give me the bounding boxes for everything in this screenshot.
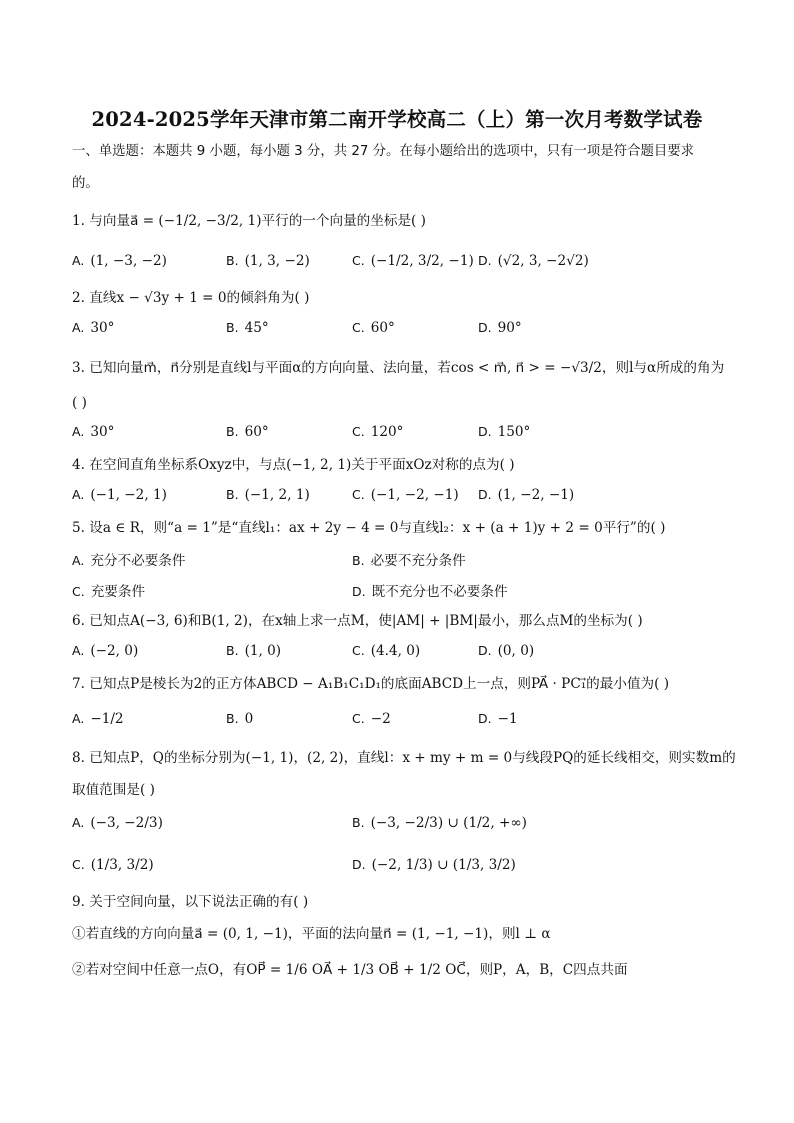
option-b[interactable]: B. (1, 3, −2) <box>226 253 310 269</box>
question-2-options <box>72 320 720 342</box>
option-d[interactable]: D. (√2, 3, −2√2) <box>478 253 589 269</box>
question-3-stem: 3. 已知向量m⃗，n⃗分别是直线l与平面α的方向向量、法向量，若cos < m⃗, n⃗ > = −√3/2，则l与α所成的角为 <box>72 360 725 376</box>
section-intro-line-2: 的。 <box>72 176 99 191</box>
question-1-options <box>72 253 720 275</box>
option-a[interactable]: A. 30° <box>72 424 115 440</box>
option-c[interactable]: C. 60° <box>352 320 395 336</box>
option-d[interactable]: D. (1, −2, −1) <box>478 487 575 503</box>
question-1-stem: 1. 与向量a⃗ = (−1/2, −3/2, 1)平行的一个向量的坐标是( ) <box>72 213 426 229</box>
question-7-options <box>72 711 720 733</box>
question-4-stem: 4. 在空间直角坐标系Oxyz中，与点(−1, 2, 1)关于平面xOz对称的点为( ) <box>72 457 515 473</box>
question-8-stem: 8. 已知点P，Q的坐标分别为(−1, 1)，(2, 2)，直线l：x + my + m = 0与线段PQ的延长线相交，则实数m的 <box>72 750 736 766</box>
question-8-options-row-1 <box>72 815 720 837</box>
option-a[interactable]: A. (−3, −2/3) <box>72 815 163 831</box>
question-8-stem-cont: 取值范围是( ) <box>72 782 155 798</box>
option-b[interactable]: B. (−1, 2, 1) <box>226 487 310 503</box>
option-d[interactable]: D. (−2, 1/3) ∪ (1/3, 3/2) <box>352 857 516 873</box>
option-c[interactable]: C. (−1, −2, −1) <box>352 487 459 503</box>
question-9-item-2: ②若对空间中任意一点O，有OP⃗ = 1/6 OA⃗ + 1/3 OB⃗ + 1/2 OC⃗，则P，A，B，C四点共面 <box>72 962 628 978</box>
option-d[interactable]: D. −1 <box>478 711 518 727</box>
option-d[interactable]: D. 90° <box>478 320 522 336</box>
question-8-options-row-2 <box>72 857 720 879</box>
question-5-options-row-2 <box>72 580 720 602</box>
question-9-stem: 9. 关于空间向量，以下说法正确的有( ) <box>72 894 309 910</box>
option-b[interactable]: B. (1, 0) <box>226 643 282 659</box>
option-c[interactable]: C. −2 <box>352 711 391 727</box>
option-b[interactable]: B. 45° <box>226 320 269 336</box>
question-6-stem: 6. 已知点A(−3, 6)和B(1, 2)，在x轴上求一点M，使|AM| + |BM|最小，那么点M的坐标为( ) <box>72 613 643 629</box>
option-a[interactable]: A. (−2, 0) <box>72 643 139 659</box>
question-3-stem-cont: ( ) <box>72 395 87 411</box>
section-intro-line-1: 一、单选题：本题共 9 小题，每小题 3 分，共 27 分。在每小题给出的选项中，只有一项是符合题目要求 <box>72 144 695 159</box>
question-2-stem: 2. 直线x − √3y + 1 = 0的倾斜角为( ) <box>72 290 310 306</box>
option-a[interactable]: A. −1/2 <box>72 711 124 727</box>
option-b[interactable]: B. 60° <box>226 424 269 440</box>
option-c[interactable]: C. (1/3, 3/2) <box>72 857 154 873</box>
question-7-stem: 7. 已知点P是棱长为2的正方体ABCD − A₁B₁C₁D₁的底面ABCD上一点，则PA⃗ · PC₁⃗的最小值为( ) <box>72 676 670 692</box>
question-5-stem: 5. 设a ∈ R，则“a = 1”是“直线l₁：ax + 2y − 4 = 0与直线l₂：x + (a + 1)y + 2 = 0平行”的( ) <box>72 520 666 536</box>
option-a[interactable]: A. 充分不必要条件 <box>72 553 186 569</box>
question-6-options <box>72 643 720 665</box>
question-9-item-1: ①若直线的方向向量a⃗ = (0, 1, −1)，平面的法向量n⃗ = (1, −1, −1)，则l ⊥ α <box>72 926 551 942</box>
option-d[interactable]: D. 既不充分也不必要条件 <box>352 584 508 600</box>
option-c[interactable]: C. 120° <box>352 424 404 440</box>
option-c[interactable]: C. (−1/2, 3/2, −1) <box>352 253 474 269</box>
option-a[interactable]: A. 30° <box>72 320 115 336</box>
question-4-options <box>72 487 720 509</box>
option-b[interactable]: B. 0 <box>226 711 254 727</box>
option-a[interactable]: A. (1, −3, −2) <box>72 253 167 269</box>
exam-title: 2024-2025学年天津市第二南开学校高二（上）第一次月考数学试卷 <box>91 108 703 131</box>
option-a[interactable]: A. (−1, −2, 1) <box>72 487 167 503</box>
question-3-options <box>72 424 720 446</box>
option-d[interactable]: D. 150° <box>478 424 531 440</box>
option-d[interactable]: D. (0, 0) <box>478 643 535 659</box>
option-c[interactable]: C. (4.4, 0) <box>352 643 421 659</box>
question-5-options-row-1 <box>72 549 720 571</box>
option-b[interactable]: B. 必要不充分条件 <box>352 553 466 569</box>
option-b[interactable]: B. (−3, −2/3) ∪ (1/2, +∞) <box>352 815 527 831</box>
option-c[interactable]: C. 充要条件 <box>72 584 146 600</box>
